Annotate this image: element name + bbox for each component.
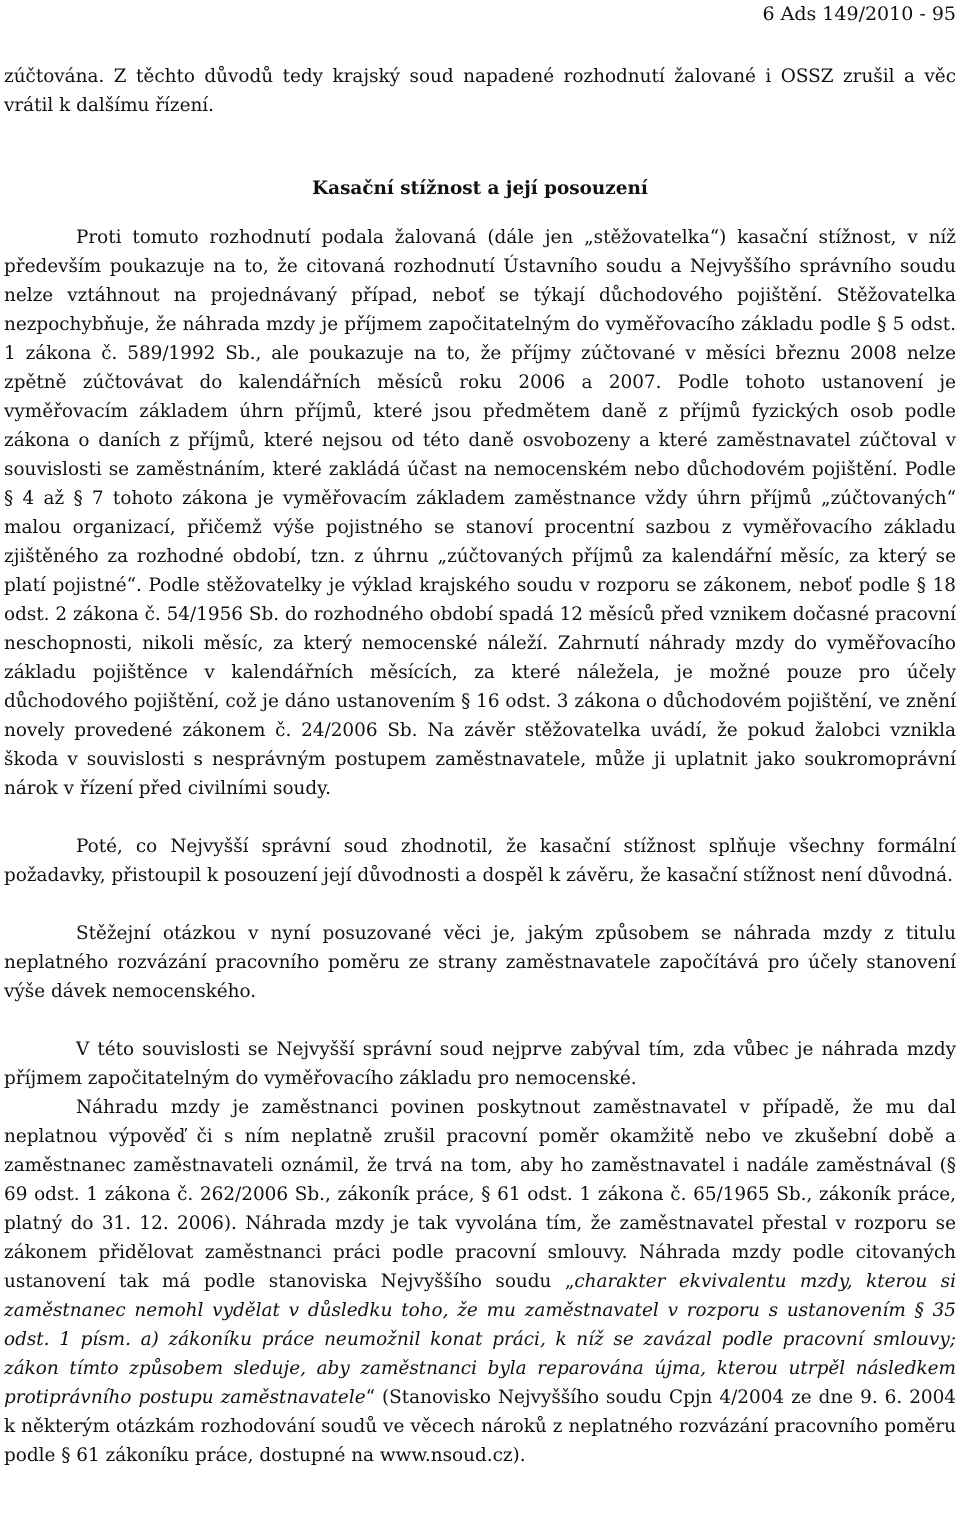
wage-text-before: Náhradu mzdy je zaměstnanci povinen poskytnout zaměstnavatel v případě, že mu dal neplatnou výpověď či s ním neplatně zrušil pracovní poměr okamžitě nebo ve zkušební době a zaměstnanec zaměstnavateli oznámil, že trvá na tom, aby ho zaměstnavatel i nadále zaměstnával (§ 69 odst. 1 zákona č. 262/2006 Sb., zákoník práce, § 61 odst. 1 zákona č. 65/1965 Sb., zákoník práce, platný do 31. 12. 2006). Náhrada mzdy je tak vyvolána tím, že zaměstnavatel přestal v rozporu se zákonem přidělovat zaměstnanci práci podle pracovní smlouvy. Náhrada mzdy podle citovaných ustanovení tak má podle stanoviska Nejvyššího soudu „ bbox=[4, 1097, 956, 1292]
paragraph-admissibility: Poté, co Nejvyšší správní soud zhodnotil, že kasační stížnost splňuje všechny formální požadavky, přistoupil k posouzení její důvodnosti a dospěl k závěru, že kasační stížnost není důvodná. bbox=[4, 836, 956, 886]
section-heading: Kasační stížnost a její posouzení bbox=[312, 178, 648, 199]
paragraph-appeal: Proti tomuto rozhodnutí podala žalovaná (dále jen „stěžovatelka“) kasační stížnost, v níž především poukazuje na to, že citovaná rozhodnutí Ústavního soudu a Nejvyššího správního soudu nelze vztáhnout na projednávaný případ, neboť se týkají důchodového pojištění. Stěžovatelka nezpochybňuje, že náhrada mzdy je příjmem započitatelným do vyměřovacího základu podle § 5 odst. 1 zákona č. 589/1992 Sb., ale poukazuje na to, že příjmy zúčtované v měsíci březnu 2008 nelze zpětně zúčtovávat do kalendářních měsíců roku 2006 a 2007. Podle tohoto ustanovení je vyměřovacím základem úhrn příjmů, které jsou předmětem daně z příjmů fyzických osob podle zákona o daních z příjmů, které nejsou od této daně osvobozeny a které zaměstnavatel zúčtoval v souvislosti se zaměstnáním, které zakládá účast na nemocenském nebo důchodovém pojištění. Podle § 4 až § 7 tohoto zákona je vyměřovacím základem zaměstnance vždy úhrn příjmů „zúčtovaných“ malou organizací, přičemž výše pojistného se stanoví procentní sazbou z vyměřovacího základu zjištěného za rozhodné období, tzn. z úhrnu „zúčtovaných příjmů za kalendářní měsíc, za který se platí pojistné“. Podle stěžovatelky je výklad krajského soudu v rozporu se zákonem, neboť podle § 18 odst. 2 zákona č. 54/1956 Sb. do rozhodného období spadá 12 měsíců před vznikem dočasné pracovní neschopnosti, nikoli měsíc, za který nemocenské náleží. Zahrnutí náhrady mzdy do vyměřovacího základu pojištěnce v kalendářních měsících, za které náležela, je možné pouze pro účely důchodového pojištění, což je dáno ustanovením § 16 odst. 3 zákona o důchodovém pojištění, ve znění novely provedené zákonem č. 24/2006 Sb. Na závěr stěžovatelka uvádí, že pokud žalobci vznikla škoda v souvislosti s nesprávným postupem zaměstnavatele, může ji uplatnit jako soukromoprávní nárok v řízení před civilními soudy. bbox=[4, 227, 956, 799]
intro-paragraph: zúčtována. Z těchto důvodů tedy krajský soud napadené rozhodnutí žalované i OSSZ zrušil a věc vrátil k dalšímu řízení. bbox=[4, 66, 956, 116]
case-reference-header: 6 Ads 149/2010 - 95 bbox=[762, 3, 956, 25]
paragraph-context: V této souvislosti se Nejvyšší správní soud nejprve zabýval tím, zda vůbec je náhrada mzdy příjmem započitatelným do vyměřovacího základu pro nemocenské. bbox=[4, 1039, 956, 1089]
wage-text-after: “ (Stanovisko Nejvyššího soudu Cpjn 4/2004 ze dne 9. 6. 2004 k některým otázkám rozhodování soudů ve věcech nároků z neplatného rozvázání pracovního poměru podle § 61 zákoníku práce, dostupné na www.nsoud.cz). bbox=[4, 1387, 956, 1466]
paragraph-wage-compensation bbox=[4, 1093, 956, 1470]
paragraph-key-question: Stěžejní otázkou v nyní posuzované věci je, jakým způsobem se náhrada mzdy z titulu neplatného rozvázání pracovního poměru ze strany zaměstnavatele započítává pro účely stanovení výše dávek nemocenského. bbox=[4, 923, 956, 1002]
supreme-court-quote: charakter ekvivalentu mzdy, kterou si zaměstnanec nemohl vydělat v důsledku toho, že mu zaměstnavatel v rozporu s ustanovením § 35 odst. 1 písm. a) zákoníku práce neumožnil konat práci, k níž se zavázal podle pracovní smlouvy; zákon tímto způsobem sleduje, aby zaměstnanci byla reparována újma, kterou utrpěl následkem protiprávního postupu zaměstnavatele bbox=[4, 1271, 956, 1408]
